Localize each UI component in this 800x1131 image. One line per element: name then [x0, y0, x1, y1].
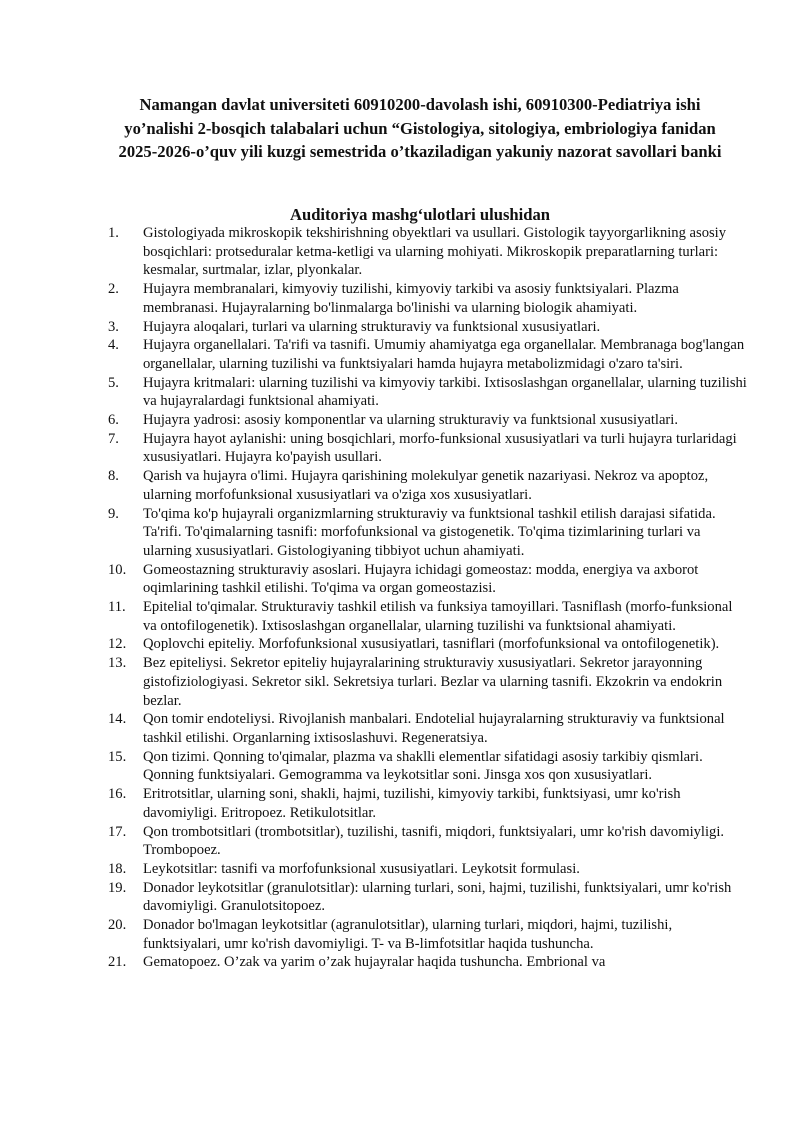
list-item-text: Hujayra aloqalari, turlari va ularning strukturaviy va funktsional xususiyatlari.: [143, 318, 601, 335]
list-item-number: 21.: [108, 954, 127, 971]
list-item: [108, 411, 748, 430]
list-item-text: Qon tomir endoteliysi. Rivojlanish manbalari. Endotelial hujayralarning strukturaviy va funktsional tashkil etilishi. Organlarning ixtisoslashuvi. Regeneratsiya.: [143, 711, 725, 746]
list-item: [108, 467, 748, 504]
list-item-text: Epitelial to'qimalar. Strukturaviy tashkil etilish va funksiya tamoyillari. Tasniflash (morfo-funksional va ontofilogenetik). Ixtisoslashgan organellalar, ularning tuzilishi va funktsional ahamiyati.: [143, 599, 733, 634]
list-item-number: 6.: [108, 412, 119, 429]
list-item-text: Qarish va hujayra o'limi. Hujayra qarishining molekulyar genetik nazariyasi. Nekroz va apoptoz, ularning morfofunksional xususiyatlari va o'ziga xos xususiyatlari.: [143, 468, 709, 503]
list-item-number: 14.: [108, 711, 127, 728]
list-item: [108, 505, 748, 561]
list-item-number: 4.: [108, 337, 119, 354]
list-item-number: 15.: [108, 748, 127, 765]
list-item: [108, 654, 748, 710]
list-item-number: 9.: [108, 505, 119, 522]
list-item-number: 11.: [108, 599, 126, 616]
list-item-text: Donador bo'lmagan leykotsitlar (agranulotsitlar), ularning turlari, miqdori, hajmi, tuzilishi, funktsiyalari, umr ko'rish davomiyligi. T- va B-limfotsitlar haqida tushuncha.: [143, 917, 673, 952]
list-item-text: Eritrotsitlar, ularning soni, shakli, hajmi, tuzilishi, kimyoviy tarkibi, funktsiyasi, umr ko'rish davomiyligi. Eritropoez. Retikulotsitlar.: [143, 786, 681, 821]
list-item-text: Gomeostazning strukturaviy asoslari. Hujayra ichidagi gomeostaz: modda, energiya va axborot oqimlarining tashkil etilishi. To'qima va organ gomeostazisi.: [143, 561, 699, 597]
list-item: [108, 318, 748, 337]
list-item-text: Donador leykotsitlar (granulotsitlar): ularning turlari, soni, hajmi, tuzilishi, funktsiyalari, umr ko'rish davomiyligi. Granulotsitopoez.: [143, 879, 732, 915]
question-list: [108, 224, 748, 972]
list-item-text: Qoplovchi epiteliy. Morfofunksional xususiyatlari, tasniflari (morfofunksional va ontofilogenetik).: [143, 636, 720, 653]
list-item-number: 7.: [108, 430, 119, 447]
list-item: [108, 374, 748, 411]
list-item: [108, 280, 748, 317]
list-item: [108, 823, 748, 860]
list-item: [108, 336, 748, 373]
list-item-text: Qon tizimi. Qonning to'qimalar, plazma va shaklli elementlar sifatidagi asosiy tarkibiy qismlari. Qonning funktsiyalari. Gemogramma va leykotsitlar soni. Jinsga xos qon xususiyatlari.: [143, 748, 703, 784]
document-title: Namangan davlat universiteti 60910200-davolash ishi, 60910300-Pediatriya ishi yo’nalishi 2-bosqich talabalari uchun “Gistologiya, sitologiya, embriologiya fanidan 2025-2026-o’quv yili kuzgi semestrida o’tkaziladigan yakuniy nazorat savollari banki: [118, 95, 722, 161]
list-item: [108, 224, 748, 280]
list-item-number: 16.: [108, 786, 127, 803]
list-item: [108, 598, 748, 635]
list-item-text: Bez epiteliysi. Sekretor epiteliy hujayralarining strukturaviy xususiyatlari. Sekretor jarayonning gistofiziologiyasi. Sekretor sikl. Sekretsiya turlari. Bezlar va ularning tasnifi. Ekzokrin va endokrin bezlar.: [143, 655, 723, 709]
section-heading: Auditoriya mashg‘ulotlari ulushidan: [289, 205, 551, 224]
list-item-number: 20.: [108, 917, 127, 934]
list-item: [108, 953, 748, 972]
list-item: [108, 430, 748, 467]
list-item-number: 3.: [108, 318, 119, 335]
list-item-text: Hujayra hayot aylanishi: uning bosqichlari, morfo-funksional xususiyatlari va turli hujayra turlaridagi xususiyatlari. Hujayra ko'payish usullari.: [143, 430, 737, 466]
list-item-number: 1.: [108, 225, 119, 241]
list-item-text: Gistologiyada mikroskopik tekshirishning obyektlari va usullari. Gistologik tayyorgarlikning asosiy bosqichlari: protseduralar ketma-ketligi va ularning mohiyati. Mikroskopik preparatlarning turlari: kesmalar, surtmalar, izlar, plyonkalar.: [143, 225, 727, 279]
list-item-number: 10.: [108, 561, 127, 578]
list-item-text: Hujayra yadrosi: asosiy komponentlar va ularning strukturaviy va funktsional xususiyatlari.: [143, 412, 678, 429]
list-item-text: Hujayra kritmalari: ularning tuzilishi va kimyoviy tarkibi. Ixtisoslashgan organellalar, ularning tuzilishi va hujayralardagi funktsional ahamiyati.: [143, 374, 747, 410]
list-item-text: Leykotsitlar: tasnifi va morfofunksional xususiyatlari. Leykotsit formulasi.: [143, 860, 580, 877]
list-item: [108, 710, 748, 747]
list-item-number: 13.: [108, 655, 127, 672]
list-item-text: To'qima ko'p hujayrali organizmlarning strukturaviy va funktsional tashkil etilish darajasi sifatida. Ta'rifi. To'qimalarning tasnifi: morfofunksional va gistogenetik. To'qima tizimlarining turlari va ularning xususiyatlari. Gistologiyaning tibbiyot uchun ahamiyati.: [143, 505, 716, 559]
list-item-number: 8.: [108, 468, 119, 485]
list-item-text: Hujayra membranalari, kimyoviy tuzilishi, kimyoviy tarkibi va asosiy funktsiyalari. Plazma membranasi. Hujayralarning bo'linmalarga bo'linishi va ularning biologik ahamiyati.: [143, 281, 679, 316]
list-item: [108, 748, 748, 785]
list-item: [108, 561, 748, 598]
list-item-number: 2.: [108, 281, 119, 298]
list-item-number: 17.: [108, 823, 127, 840]
list-item-text: Qon trombotsitlari (trombotsitlar), tuzilishi, tasnifi, miqdori, funktsiyalari, umr ko'rish davomiyligi. Trombopoez.: [143, 823, 725, 859]
list-item: [108, 635, 748, 654]
list-item: [108, 879, 748, 916]
list-item-number: 5.: [108, 374, 119, 391]
list-item-number: 12.: [108, 636, 127, 653]
list-item-text: Gematopoez. O’zak va yarim o’zak hujayralar haqida tushuncha. Embrional va: [143, 954, 606, 971]
list-item-number: 18.: [108, 860, 127, 877]
list-item: [108, 860, 748, 879]
list-item: [108, 785, 748, 822]
list-item-number: 19.: [108, 879, 127, 896]
list-item: [108, 916, 748, 953]
list-item-text: Hujayra organellalari. Ta'rifi va tasnifi. Umumiy ahamiyatga ega organellalar. Membranaga bog'langan organellalar, ularning tuzilishi va funktsiyalari hamda hujayra metabolizmidagi o'zaro ta'siri.: [143, 337, 745, 372]
